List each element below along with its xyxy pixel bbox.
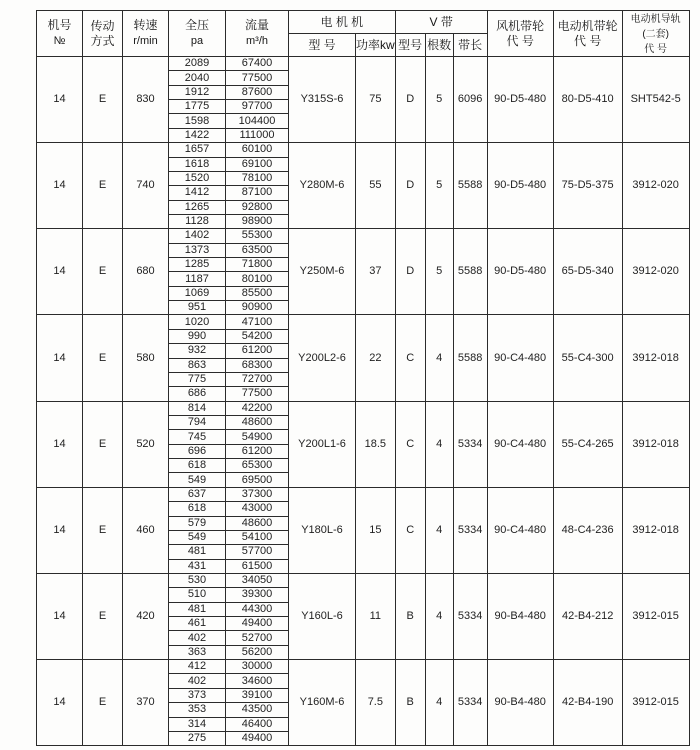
cell-pressure: 814 xyxy=(169,401,226,415)
cell-motor-pulley: 55-C4-265 xyxy=(553,401,622,487)
cell-flow: 90900 xyxy=(226,301,289,315)
cell-flow: 48600 xyxy=(226,516,289,530)
cell-fan-pulley: 90-C4-480 xyxy=(487,487,553,573)
cell-motor-power: 11 xyxy=(356,573,396,659)
cell-fan-pulley: 90-B4-480 xyxy=(487,660,553,746)
cell-pressure: 579 xyxy=(169,516,226,530)
cell-speed: 680 xyxy=(123,229,169,315)
cell-pressure: 481 xyxy=(169,602,226,616)
cell-vbelt-length: 5588 xyxy=(453,315,487,401)
cell-flow: 55300 xyxy=(226,229,289,243)
header-motor-model: 型 号 xyxy=(289,34,356,57)
cell-flow: 43500 xyxy=(226,703,289,717)
cell-flow: 60100 xyxy=(226,143,289,157)
cell-fan-pulley: 90-D5-480 xyxy=(487,143,553,229)
cell-flow: 49400 xyxy=(226,617,289,631)
cell-flow: 54200 xyxy=(226,329,289,343)
cell-motor-pulley: 65-D5-340 xyxy=(553,229,622,315)
cell-motor-rail: 3912-020 xyxy=(622,143,689,229)
cell-vbelt-length: 5334 xyxy=(453,573,487,659)
cell-motor-rail: 3912-018 xyxy=(622,401,689,487)
cell-speed: 830 xyxy=(123,57,169,143)
cell-machine-no: 14 xyxy=(37,57,83,143)
cell-pressure: 745 xyxy=(169,430,226,444)
cell-motor-rail: 3912-015 xyxy=(622,660,689,746)
cell-pressure: 863 xyxy=(169,358,226,372)
cell-pressure: 2040 xyxy=(169,71,226,85)
cell-flow: 44300 xyxy=(226,602,289,616)
cell-flow: 61500 xyxy=(226,559,289,573)
cell-vbelt-length: 6096 xyxy=(453,57,487,143)
header-speed: 转速 r/min xyxy=(123,11,169,57)
cell-motor-rail: 3912-018 xyxy=(622,487,689,573)
cell-vbelt-model: B xyxy=(395,660,425,746)
cell-flow: 78100 xyxy=(226,171,289,185)
header-vbelt-model: 型号 xyxy=(395,34,425,57)
cell-pressure: 1412 xyxy=(169,186,226,200)
cell-flow: 68300 xyxy=(226,358,289,372)
cell-flow: 34600 xyxy=(226,674,289,688)
cell-transmission: E xyxy=(83,660,123,746)
cell-pressure: 1265 xyxy=(169,200,226,214)
header-pressure: 全压 pa xyxy=(169,11,226,57)
cell-pressure: 363 xyxy=(169,645,226,659)
cell-pressure: 402 xyxy=(169,674,226,688)
table-row xyxy=(37,229,690,243)
cell-motor-power: 75 xyxy=(356,57,396,143)
cell-pressure: 402 xyxy=(169,631,226,645)
cell-vbelt-model: D xyxy=(395,229,425,315)
cell-transmission: E xyxy=(83,487,123,573)
cell-pressure: 1598 xyxy=(169,114,226,128)
cell-pressure: 549 xyxy=(169,473,226,487)
cell-machine-no: 14 xyxy=(37,229,83,315)
cell-flow: 80100 xyxy=(226,272,289,286)
cell-flow: 42200 xyxy=(226,401,289,415)
cell-pressure: 686 xyxy=(169,387,226,401)
cell-flow: 69100 xyxy=(226,157,289,171)
header-motor-group: 电 机 机 xyxy=(289,11,396,34)
cell-flow: 52700 xyxy=(226,631,289,645)
cell-pressure: 1422 xyxy=(169,128,226,142)
cell-pressure: 951 xyxy=(169,301,226,315)
cell-flow: 65300 xyxy=(226,459,289,473)
cell-pressure: 618 xyxy=(169,459,226,473)
cell-flow: 72700 xyxy=(226,372,289,386)
cell-motor-rail: SHT542-5 xyxy=(622,57,689,143)
cell-motor-power: 15 xyxy=(356,487,396,573)
cell-pressure: 481 xyxy=(169,545,226,559)
cell-pressure: 990 xyxy=(169,329,226,343)
cell-pressure: 1285 xyxy=(169,258,226,272)
cell-pressure: 314 xyxy=(169,717,226,731)
cell-flow: 47100 xyxy=(226,315,289,329)
cell-motor-model: Y200L2-6 xyxy=(289,315,356,401)
cell-pressure: 431 xyxy=(169,559,226,573)
cell-motor-model: Y160L-6 xyxy=(289,573,356,659)
cell-transmission: E xyxy=(83,401,123,487)
cell-flow: 39100 xyxy=(226,688,289,702)
cell-flow: 69500 xyxy=(226,473,289,487)
cell-motor-model: Y250M-6 xyxy=(289,229,356,315)
cell-motor-model: Y200L1-6 xyxy=(289,401,356,487)
cell-machine-no: 14 xyxy=(37,660,83,746)
cell-machine-no: 14 xyxy=(37,315,83,401)
cell-flow: 98900 xyxy=(226,214,289,228)
cell-motor-pulley: 55-C4-300 xyxy=(553,315,622,401)
cell-pressure: 1187 xyxy=(169,272,226,286)
cell-flow: 92800 xyxy=(226,200,289,214)
cell-flow: 46400 xyxy=(226,717,289,731)
cell-flow: 77500 xyxy=(226,71,289,85)
cell-motor-rail: 3912-018 xyxy=(622,315,689,401)
cell-pressure: 775 xyxy=(169,372,226,386)
cell-flow: 54100 xyxy=(226,530,289,544)
cell-flow: 85500 xyxy=(226,286,289,300)
cell-fan-pulley: 90-C4-480 xyxy=(487,315,553,401)
cell-pressure: 637 xyxy=(169,487,226,501)
cell-machine-no: 14 xyxy=(37,143,83,229)
cell-vbelt-count: 5 xyxy=(425,229,453,315)
fan-spec-table xyxy=(36,10,690,746)
cell-fan-pulley: 90-D5-480 xyxy=(487,229,553,315)
cell-flow: 77500 xyxy=(226,387,289,401)
cell-vbelt-length: 5334 xyxy=(453,401,487,487)
cell-speed: 420 xyxy=(123,573,169,659)
cell-machine-no: 14 xyxy=(37,573,83,659)
cell-motor-pulley: 80-D5-410 xyxy=(553,57,622,143)
header-fan-pulley: 风机带轮 代 号 xyxy=(487,11,553,57)
header-vbelt-length: 带长 xyxy=(453,34,487,57)
cell-vbelt-count: 4 xyxy=(425,487,453,573)
cell-flow: 57700 xyxy=(226,545,289,559)
cell-vbelt-model: B xyxy=(395,573,425,659)
cell-flow: 34050 xyxy=(226,573,289,587)
cell-transmission: E xyxy=(83,229,123,315)
table-row xyxy=(37,573,690,587)
cell-speed: 580 xyxy=(123,315,169,401)
cell-vbelt-count: 4 xyxy=(425,660,453,746)
header-row-1 xyxy=(37,11,690,34)
cell-fan-pulley: 90-B4-480 xyxy=(487,573,553,659)
cell-pressure: 412 xyxy=(169,660,226,674)
cell-speed: 460 xyxy=(123,487,169,573)
cell-pressure: 1912 xyxy=(169,85,226,99)
header-motor-power: 功率kw xyxy=(356,34,396,57)
cell-motor-rail: 3912-020 xyxy=(622,229,689,315)
cell-machine-no: 14 xyxy=(37,401,83,487)
cell-transmission: E xyxy=(83,315,123,401)
cell-flow: 87100 xyxy=(226,186,289,200)
cell-motor-pulley: 42-B4-212 xyxy=(553,573,622,659)
cell-flow: 87600 xyxy=(226,85,289,99)
cell-motor-model: Y160M-6 xyxy=(289,660,356,746)
cell-vbelt-count: 4 xyxy=(425,315,453,401)
fan-spec-table-wrap xyxy=(36,10,690,746)
cell-flow: 56200 xyxy=(226,645,289,659)
cell-pressure: 530 xyxy=(169,573,226,587)
cell-motor-power: 37 xyxy=(356,229,396,315)
cell-flow: 37300 xyxy=(226,487,289,501)
cell-vbelt-model: C xyxy=(395,401,425,487)
table-row xyxy=(37,57,690,71)
cell-pressure: 1618 xyxy=(169,157,226,171)
cell-vbelt-model: C xyxy=(395,315,425,401)
cell-flow: 54900 xyxy=(226,430,289,444)
table-row xyxy=(37,143,690,157)
cell-speed: 370 xyxy=(123,660,169,746)
table-row xyxy=(37,660,690,674)
cell-motor-pulley: 42-B4-190 xyxy=(553,660,622,746)
cell-pressure: 932 xyxy=(169,344,226,358)
header-transmission: 传动 方式 xyxy=(83,11,123,57)
cell-flow: 39300 xyxy=(226,588,289,602)
cell-pressure: 1069 xyxy=(169,286,226,300)
header-motor-pulley: 电动机带轮 代 号 xyxy=(553,11,622,57)
header-vbelt-group: V 带 xyxy=(395,11,487,34)
cell-vbelt-model: D xyxy=(395,57,425,143)
cell-motor-power: 55 xyxy=(356,143,396,229)
cell-motor-model: Y180L-6 xyxy=(289,487,356,573)
cell-transmission: E xyxy=(83,57,123,143)
cell-pressure: 2089 xyxy=(169,57,226,71)
cell-vbelt-length: 5588 xyxy=(453,229,487,315)
cell-pressure: 1402 xyxy=(169,229,226,243)
cell-motor-power: 22 xyxy=(356,315,396,401)
cell-flow: 61200 xyxy=(226,344,289,358)
header-vbelt-count: 根数 xyxy=(425,34,453,57)
cell-vbelt-count: 4 xyxy=(425,573,453,659)
cell-vbelt-length: 5334 xyxy=(453,487,487,573)
cell-machine-no: 14 xyxy=(37,487,83,573)
cell-pressure: 696 xyxy=(169,444,226,458)
header-flow: 流量 m³/h xyxy=(226,11,289,57)
cell-flow: 30000 xyxy=(226,660,289,674)
cell-motor-model: Y315S-6 xyxy=(289,57,356,143)
cell-pressure: 1373 xyxy=(169,243,226,257)
cell-flow: 67400 xyxy=(226,57,289,71)
cell-pressure: 510 xyxy=(169,588,226,602)
cell-pressure: 1128 xyxy=(169,214,226,228)
cell-vbelt-length: 5334 xyxy=(453,660,487,746)
cell-pressure: 353 xyxy=(169,703,226,717)
cell-flow: 97700 xyxy=(226,100,289,114)
cell-motor-pulley: 48-C4-236 xyxy=(553,487,622,573)
cell-motor-power: 18.5 xyxy=(356,401,396,487)
header-machine-no: 机号 № xyxy=(37,11,83,57)
table-row xyxy=(37,487,690,501)
cell-flow: 63500 xyxy=(226,243,289,257)
cell-fan-pulley: 90-D5-480 xyxy=(487,57,553,143)
cell-motor-pulley: 75-D5-375 xyxy=(553,143,622,229)
cell-vbelt-length: 5588 xyxy=(453,143,487,229)
cell-pressure: 549 xyxy=(169,530,226,544)
cell-flow: 111000 xyxy=(226,128,289,142)
cell-fan-pulley: 90-C4-480 xyxy=(487,401,553,487)
cell-vbelt-model: D xyxy=(395,143,425,229)
cell-flow: 48600 xyxy=(226,415,289,429)
cell-pressure: 1657 xyxy=(169,143,226,157)
cell-flow: 49400 xyxy=(226,731,289,745)
cell-motor-power: 7.5 xyxy=(356,660,396,746)
cell-pressure: 461 xyxy=(169,617,226,631)
cell-flow: 104400 xyxy=(226,114,289,128)
header-motor-rail: 电动机导轨 (二套) 代 号 xyxy=(622,11,689,57)
table-row xyxy=(37,315,690,329)
cell-pressure: 618 xyxy=(169,502,226,516)
cell-flow: 71800 xyxy=(226,258,289,272)
cell-motor-rail: 3912-015 xyxy=(622,573,689,659)
cell-vbelt-count: 4 xyxy=(425,401,453,487)
cell-transmission: E xyxy=(83,573,123,659)
cell-vbelt-count: 5 xyxy=(425,57,453,143)
cell-flow: 43000 xyxy=(226,502,289,516)
cell-speed: 520 xyxy=(123,401,169,487)
cell-vbelt-count: 5 xyxy=(425,143,453,229)
table-row xyxy=(37,401,690,415)
cell-pressure: 1020 xyxy=(169,315,226,329)
cell-transmission: E xyxy=(83,143,123,229)
cell-pressure: 1775 xyxy=(169,100,226,114)
cell-flow: 61200 xyxy=(226,444,289,458)
cell-vbelt-model: C xyxy=(395,487,425,573)
cell-pressure: 373 xyxy=(169,688,226,702)
cell-pressure: 1520 xyxy=(169,171,226,185)
cell-pressure: 275 xyxy=(169,731,226,745)
cell-motor-model: Y280M-6 xyxy=(289,143,356,229)
cell-pressure: 794 xyxy=(169,415,226,429)
cell-speed: 740 xyxy=(123,143,169,229)
